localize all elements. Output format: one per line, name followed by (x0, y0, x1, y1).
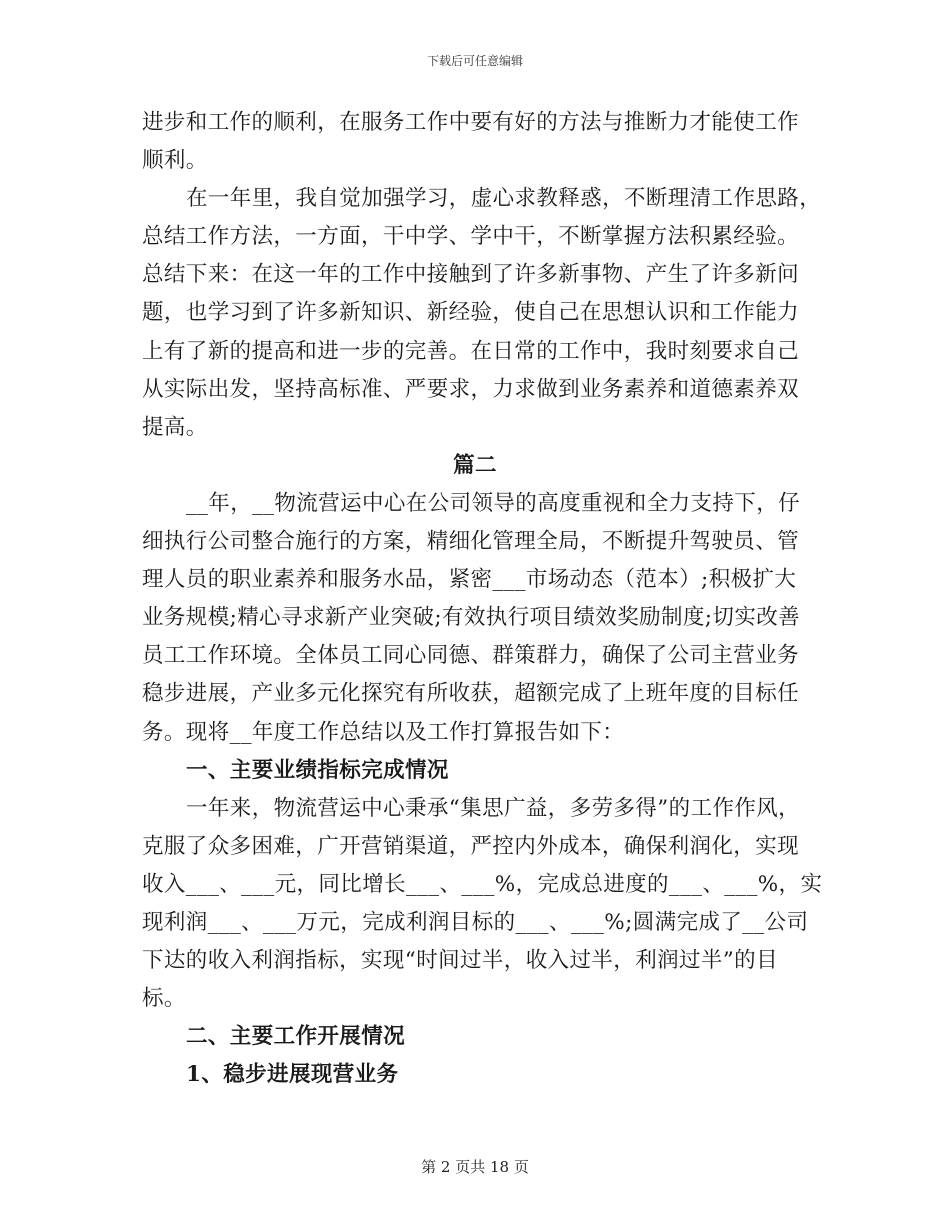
page-number: 第 2 页共 18 页 (421, 1158, 529, 1176)
body-line: 一年来，物流营运中心秉承“集思广益，多劳多得”的工作作风， (186, 795, 801, 821)
body-line: 克服了众多困难，广开营销渠道，严控内外成本，确保利润化，实现 (142, 833, 800, 859)
subsection-heading: 二、主要工作开展情况 (186, 1024, 406, 1050)
body-line: 业务规模;精心寻求新产业突破;有效执行项目绩效奖励制度;切实改善 (142, 605, 801, 631)
page-header-note: 下载后可任意编辑 (426, 54, 523, 68)
body-line: 进步和工作的顺利，在服务工作中要有好的方法与推断力才能使工作 (142, 110, 800, 135)
body-line: 提高。 (142, 414, 208, 440)
body-line: 收入___、___元，同比增长___、___%，完成总进度的___、___%，实 (142, 871, 823, 897)
body-line: 理人员的职业素养和服务水品，紧密___市场动态（范本）;积极扩大 (142, 567, 797, 593)
subsection-heading: 1、稳步进展现营业务 (186, 1062, 399, 1088)
body-line: 员工工作环境。全体员工同心同德、群策群力，确保了公司主营业务 (142, 643, 800, 669)
body-line: 细执行公司整合施行的方案，精细化管理全局，不断提升驾驶员、管 (142, 529, 800, 555)
body-line: 顺利。 (142, 148, 208, 174)
body-line: 总结下来：在这一年的工作中接触到了许多新事物、产生了许多新问 (142, 262, 800, 288)
body-line: 从实际出发，坚持高标准、严要求，力求做到业务素养和道德素养双 (142, 376, 800, 402)
body-line: 上有了新的提高和进一步的完善。在日常的工作中，我时刻要求自己 (142, 338, 800, 364)
section-title: 篇二 (453, 452, 497, 478)
body-line: 总结工作方法，一方面，干中学、学中干，不断掌握方法积累经验。 (142, 224, 800, 250)
document-body (142, 104, 823, 1094)
body-line: 现利润___、___万元，完成利润目标的___、___%;圆满完成了__公司 (142, 909, 809, 935)
body-line: 在一年里，我自觉加强学习，虚心求教释惑，不断理清工作思路， (186, 186, 822, 212)
body-line: 务。现将__年度工作总结以及工作打算报告如下： (142, 719, 625, 745)
subsection-heading: 一、主要业绩指标完成情况 (186, 757, 449, 783)
body-line: 稳步进展，产业多元化探究有所收获，超额完成了上班年度的目标任 (142, 681, 800, 707)
body-line: 标。 (142, 986, 186, 1012)
body-line: __年，__物流营运中心在公司领导的高度重视和全力支持下，仔 (186, 490, 801, 516)
body-line: 下达的收入利润指标，实现“时间过半，收入过半，利润过半”的目 (142, 948, 778, 974)
body-line: 题，也学习到了许多新知识、新经验，使自己在思想认识和工作能力 (142, 300, 800, 326)
